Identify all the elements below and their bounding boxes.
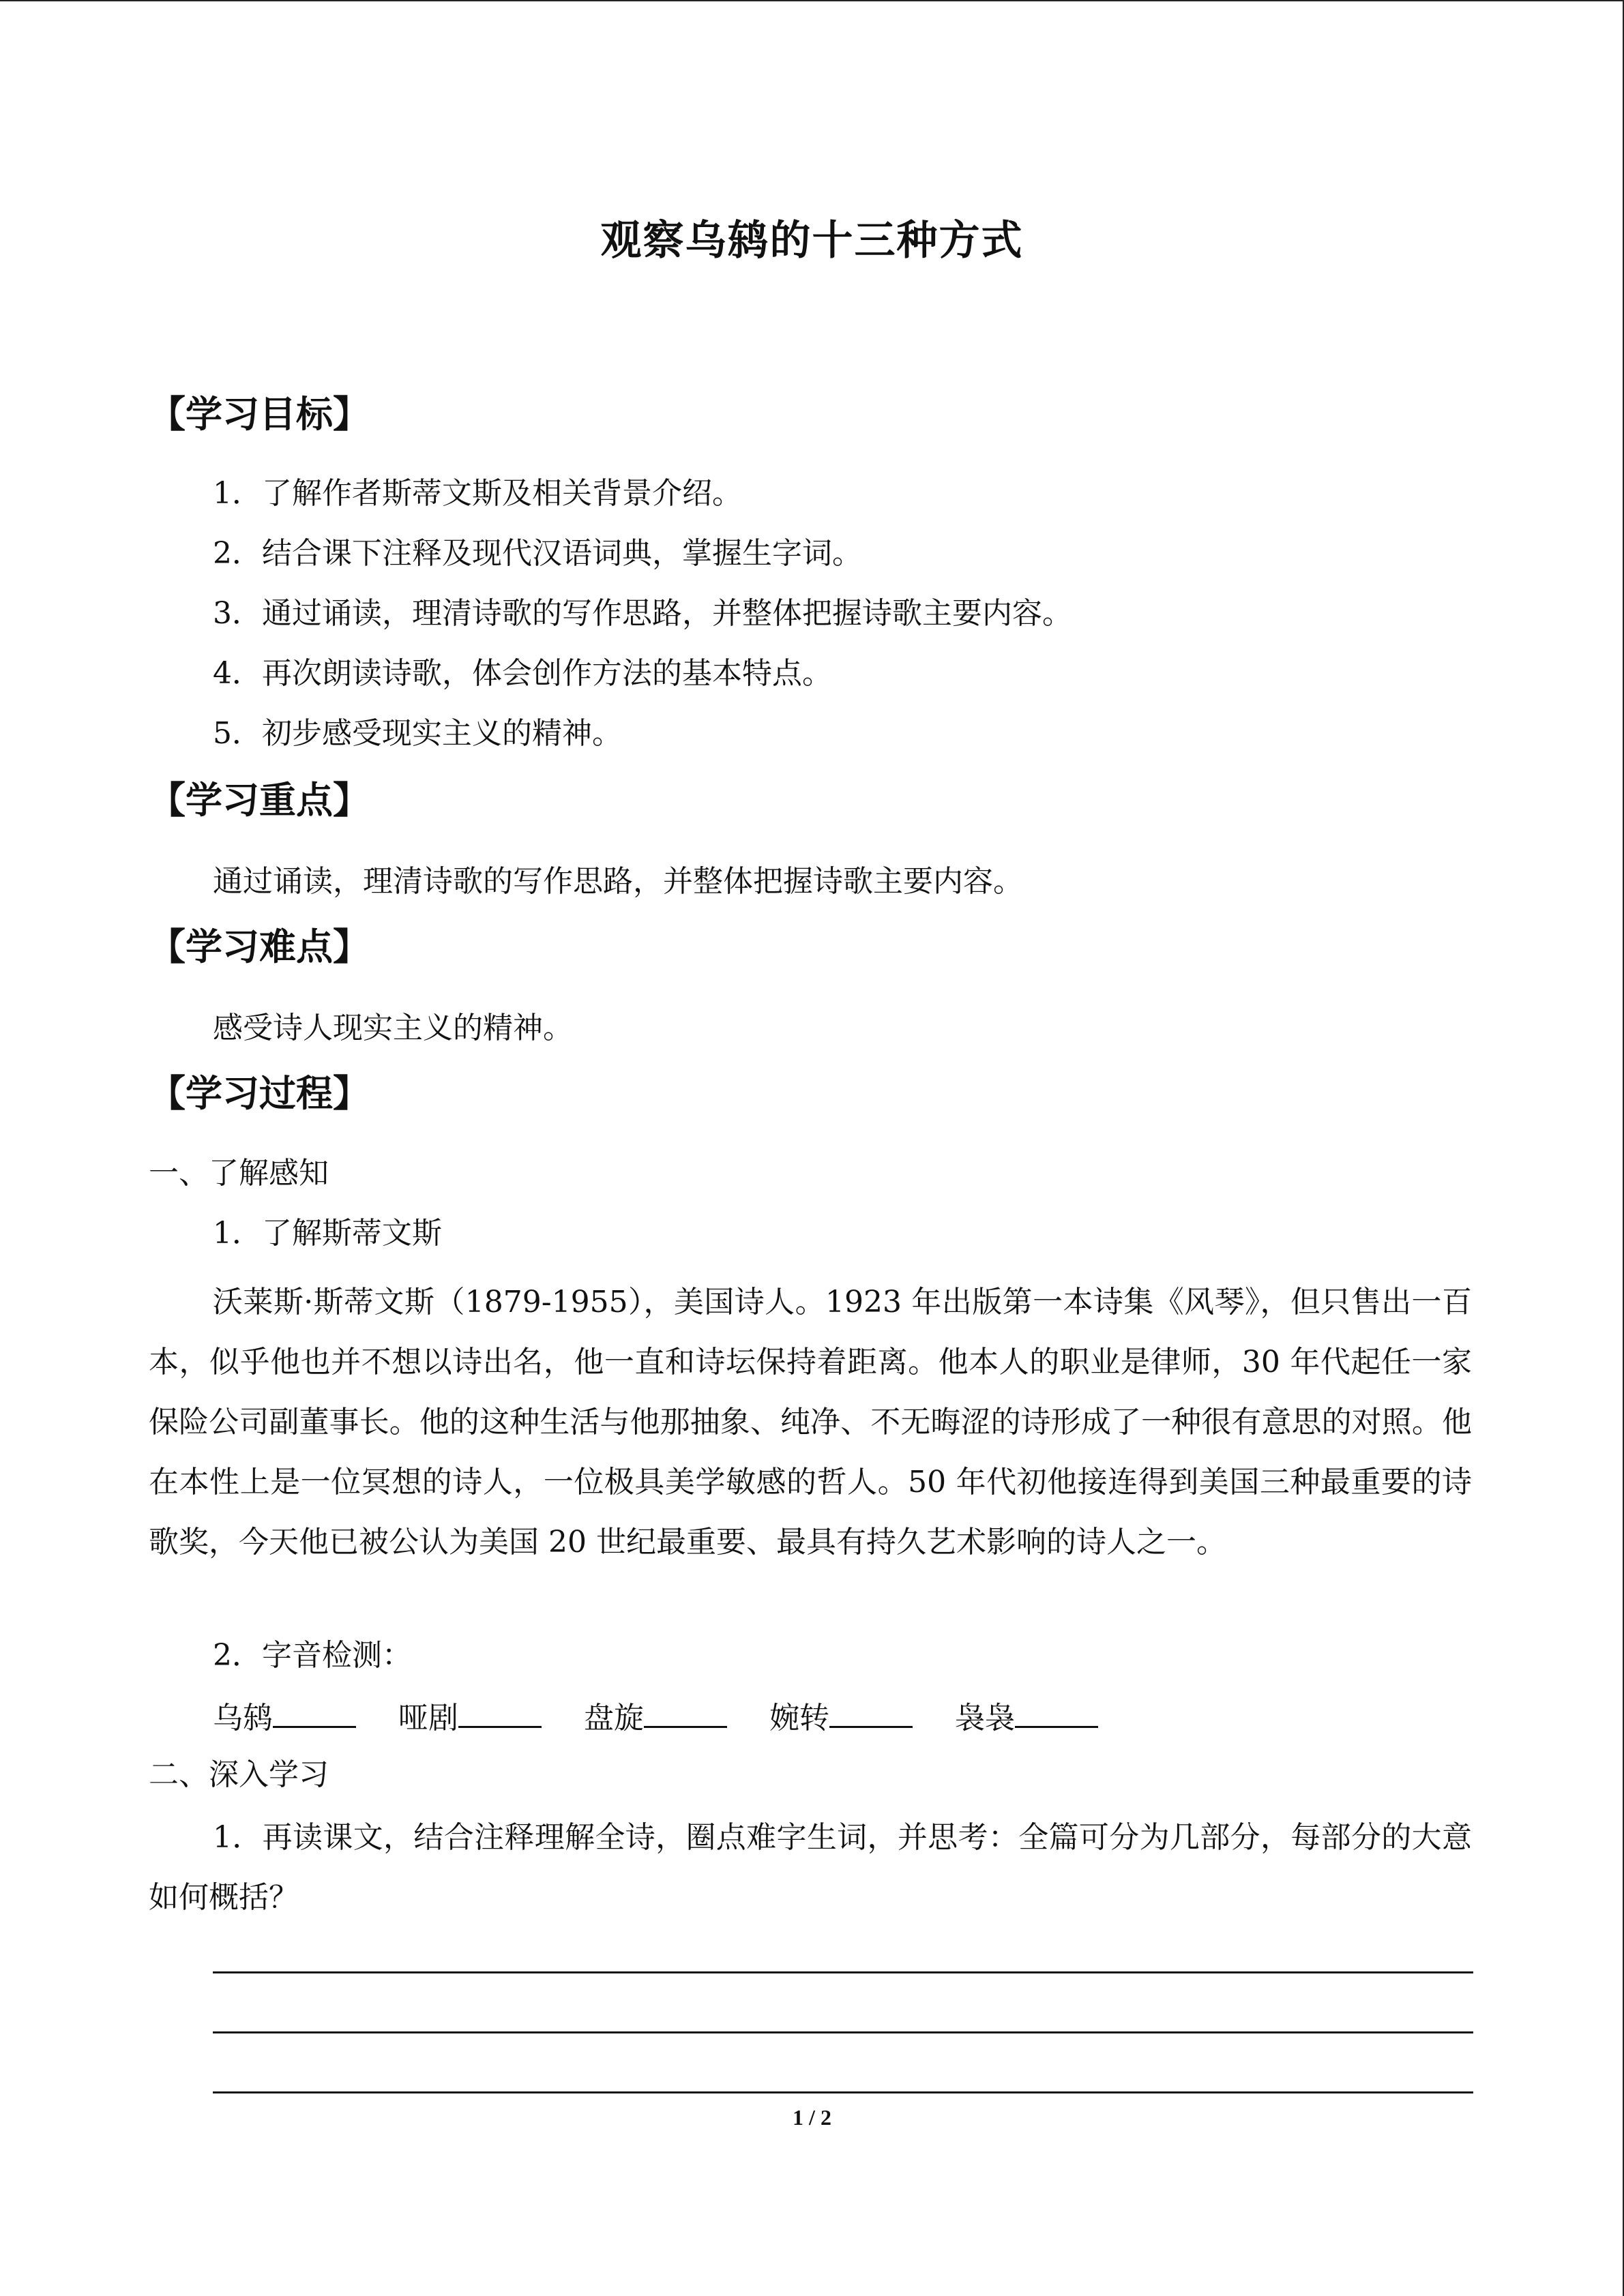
key-points-heading: 【学习重点】: [149, 779, 370, 822]
section-1-title: 一、了解感知: [149, 1156, 329, 1191]
question-1: 1．再读课文，结合注释理解全诗，圈点难字生词，并思考：全篇可分为几部分，每部分的大意如何概括？: [149, 1820, 1472, 1915]
goal-item-1: 1．了解作者斯蒂文斯及相关背景介绍。: [213, 476, 742, 511]
goal-item-4: 4．再次朗读诗歌，体会创作方法的基本特点。: [213, 656, 832, 691]
item-2-title: 2．字音检测：: [213, 1638, 412, 1673]
word-item: 盘旋: [584, 1692, 727, 1742]
fill-blank[interactable]: [1015, 1692, 1098, 1728]
difficulty-heading: 【学习难点】: [149, 925, 370, 968]
word-item: 袅袅: [955, 1692, 1098, 1742]
author-intro-paragraph: 沃莱斯·斯蒂文斯（1879-1955），美国诗人。1923 年出版第一本诗集《风琴》，但只售出一百本，似乎他也并不想以诗出名，他一直和诗坛保持着距离。他本人的职业是律师，30 年代起任一家保险公司副董事长。他的这种生活与他那抽象、纯净、不无晦涩的诗形成了一种很有意思的对照。他在本性上是一位冥想的诗人，一位极具美学敏感的哲人。50 年代初他接连得到美国三种最重要的诗歌奖，今天他已被公认为美国 20 世纪最重要、最具有持久艺术影响的诗人之一。: [149, 1285, 1472, 1560]
fill-blank[interactable]: [829, 1692, 913, 1728]
pronunciation-word-list: [213, 1692, 1131, 1742]
fill-blank[interactable]: [458, 1692, 542, 1728]
goals-heading: 【学习目标】: [149, 393, 370, 436]
page-number: 1 / 2: [793, 2105, 831, 2130]
goal-item-5: 5．初步感受现实主义的精神。: [213, 716, 622, 751]
answer-line[interactable]: [213, 2091, 1473, 2093]
section-2-title: 二、深入学习: [149, 1757, 329, 1792]
fill-blank[interactable]: [644, 1692, 727, 1728]
key-points-text: 通过诵读，理清诗歌的写作思路，并整体把握诗歌主要内容。: [213, 864, 1023, 899]
answer-line[interactable]: [213, 1971, 1473, 1973]
goal-item-2: 2．结合课下注释及现代汉语词典，掌握生字词。: [213, 536, 862, 571]
difficulty-text: 感受诗人现实主义的精神。: [213, 1011, 573, 1045]
word-item: 婉转: [769, 1692, 913, 1742]
document-title: 观察乌鸫的十三种方式: [600, 217, 1024, 265]
fill-blank[interactable]: [273, 1692, 356, 1728]
process-heading: 【学习过程】: [149, 1072, 370, 1115]
word-item: 乌鸫: [213, 1692, 356, 1742]
item-1-title: 1．了解斯蒂文斯: [213, 1216, 442, 1251]
word-item: 哑剧: [398, 1692, 542, 1742]
answer-line[interactable]: [213, 2031, 1473, 2033]
goal-item-3: 3．通过诵读，理清诗歌的写作思路，并整体把握诗歌主要内容。: [213, 596, 1072, 631]
